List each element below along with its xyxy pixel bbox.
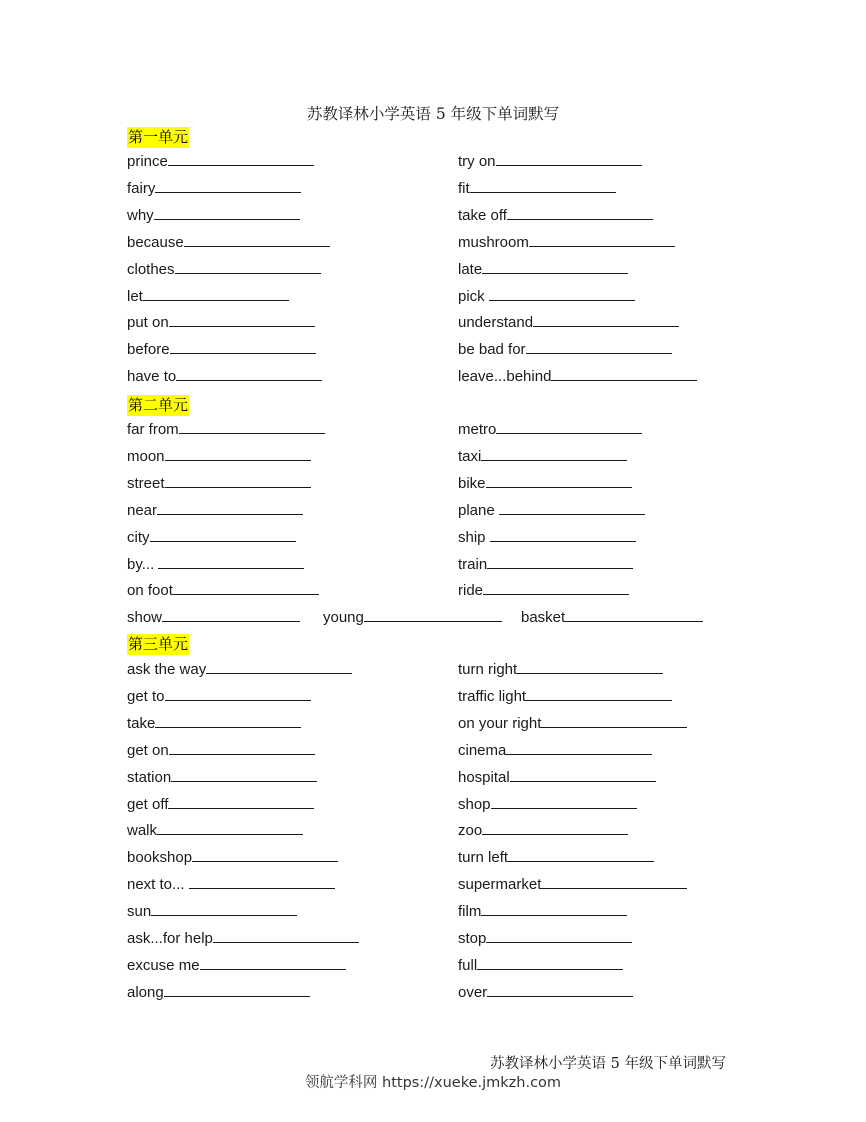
vocab-row (127, 712, 767, 732)
vocab-row (127, 338, 767, 358)
vocab-item (127, 338, 316, 360)
vocab-item (458, 285, 635, 307)
vocab-item (458, 553, 633, 575)
vocab-item (458, 526, 636, 548)
answer-blank[interactable] (162, 606, 300, 622)
answer-blank[interactable] (477, 954, 623, 970)
vocab-item (458, 418, 642, 440)
vocab-item (127, 739, 315, 761)
vocab-row (127, 954, 767, 974)
answer-blank[interactable] (496, 418, 642, 434)
vocab-word: far from (127, 421, 179, 438)
vocab-row (127, 793, 767, 813)
vocab-word: clothes (127, 260, 175, 278)
vocab-item (458, 685, 672, 707)
answer-blank[interactable] (168, 150, 314, 166)
vocab-word: metro (458, 421, 497, 438)
answer-blank[interactable] (490, 526, 636, 542)
vocab-word: film (458, 903, 482, 921)
answer-blank[interactable] (541, 873, 687, 889)
answer-blank[interactable] (155, 712, 301, 728)
unit-heading: 第二单元 (128, 396, 189, 414)
answer-blank[interactable] (499, 499, 645, 515)
answer-blank[interactable] (487, 981, 633, 997)
vocab-word: turn right (458, 661, 518, 678)
vocab-word: pick (458, 287, 489, 305)
vocab-word: bookshop (127, 849, 193, 867)
vocab-word: try on (458, 153, 496, 170)
answer-blank[interactable] (506, 739, 652, 755)
vocab-row (127, 739, 767, 759)
answer-blank[interactable] (189, 873, 335, 889)
answer-blank[interactable] (481, 900, 627, 916)
vocab-word: ride (458, 582, 484, 600)
vocab-item (127, 846, 338, 868)
vocab-word: why (127, 206, 154, 224)
vocab-row (127, 658, 767, 678)
vocab-word: take off (458, 206, 507, 224)
vocab-word: full (458, 956, 478, 974)
answer-blank[interactable] (157, 499, 303, 515)
vocab-word: cinema (458, 741, 507, 759)
vocab-word: because (127, 233, 184, 251)
answer-blank[interactable] (150, 526, 296, 542)
vocab-word: taxi (458, 447, 482, 465)
unit-heading: 第三单元 (128, 635, 189, 653)
vocab-row (127, 927, 767, 947)
vocab-item (127, 258, 321, 280)
page-title: 苏教译林小学英语 5 年级下单词默写 (306, 105, 560, 123)
vocab-item (127, 927, 359, 949)
vocab-item (127, 445, 311, 467)
unit-heading: 第一单元 (128, 128, 189, 146)
vocab-row (127, 526, 767, 546)
vocab-row (127, 231, 767, 251)
answer-blank[interactable] (486, 927, 632, 943)
vocab-word: hospital (458, 768, 510, 786)
vocab-item (127, 472, 311, 494)
vocab-item (458, 231, 675, 253)
answer-blank[interactable] (173, 579, 319, 595)
vocab-item (458, 204, 653, 226)
vocab-word: on your right (458, 714, 542, 732)
answer-blank[interactable] (158, 553, 304, 569)
vocab-item (127, 819, 303, 841)
vocab-word: by... (127, 555, 159, 573)
vocab-item (127, 793, 314, 815)
vocab-word: walk (127, 822, 158, 840)
vocab-word: train (458, 555, 488, 573)
vocab-word: shop (458, 795, 491, 813)
answer-blank[interactable] (551, 365, 697, 381)
answer-blank[interactable] (171, 766, 317, 782)
vocab-item (458, 472, 632, 494)
answer-blank[interactable] (364, 606, 502, 622)
vocab-item (127, 204, 300, 226)
vocab-item (127, 499, 303, 521)
vocab-item (521, 606, 703, 628)
vocab-item (127, 526, 296, 548)
vocab-item (127, 712, 301, 734)
answer-blank[interactable] (486, 472, 632, 488)
vocab-item (458, 766, 656, 788)
vocab-word: mushroom (458, 233, 529, 251)
answer-blank[interactable] (206, 658, 352, 674)
answer-blank[interactable] (565, 606, 703, 622)
answer-blank[interactable] (184, 231, 330, 247)
vocab-word: have to (127, 368, 177, 386)
vocab-word: basket (521, 609, 566, 626)
answer-blank[interactable] (482, 819, 628, 835)
answer-blank[interactable] (169, 739, 315, 755)
vocab-word: next to... (127, 876, 189, 894)
answer-blank[interactable] (526, 338, 672, 354)
answer-blank[interactable] (496, 150, 642, 166)
vocab-row-triple (127, 606, 767, 626)
vocab-row (127, 873, 767, 893)
vocab-item (458, 819, 628, 841)
vocab-item (127, 766, 317, 788)
vocab-word: take (127, 714, 156, 732)
vocab-item (458, 712, 687, 734)
answer-blank[interactable] (507, 204, 653, 220)
vocab-word: sun (127, 903, 152, 921)
vocab-row (127, 846, 767, 866)
vocab-item (127, 553, 304, 575)
vocab-item (127, 177, 301, 199)
answer-blank[interactable] (155, 177, 301, 193)
answer-blank[interactable] (200, 954, 346, 970)
vocab-item (458, 258, 628, 280)
vocab-item (127, 285, 289, 307)
answer-blank[interactable] (510, 766, 656, 782)
vocab-word: city (127, 528, 150, 546)
vocab-word: street (127, 474, 165, 492)
vocab-item (127, 658, 352, 680)
vocab-word: prince (127, 153, 168, 170)
vocab-item (458, 499, 645, 521)
vocab-item (458, 365, 697, 387)
answer-blank[interactable] (517, 658, 663, 674)
vocab-word: ship (458, 528, 490, 546)
vocab-word: get off (127, 795, 169, 813)
vocab-item (458, 739, 652, 761)
answer-blank[interactable] (165, 445, 311, 461)
vocab-row (127, 685, 767, 705)
vocab-word: get to (127, 687, 165, 705)
answer-blank[interactable] (541, 712, 687, 728)
vocab-item (458, 658, 663, 680)
vocab-item (458, 150, 642, 172)
vocab-item (458, 846, 654, 868)
answer-blank[interactable] (170, 338, 316, 354)
vocab-item (127, 954, 346, 976)
vocab-word: traffic light (458, 687, 527, 705)
vocab-row (127, 311, 767, 331)
vocab-row (127, 900, 767, 920)
answer-blank[interactable] (154, 204, 300, 220)
answer-blank[interactable] (470, 177, 616, 193)
vocab-row (127, 150, 767, 170)
vocab-word: stop (458, 930, 487, 947)
vocab-item (323, 606, 502, 628)
answer-blank[interactable] (489, 285, 635, 301)
vocab-item (458, 873, 687, 895)
vocab-item (127, 231, 330, 253)
vocab-item (127, 873, 335, 895)
vocab-word: ask...for help (127, 930, 213, 947)
footer-site: 领航学科网 https://xueke.jmkzh.com (304, 1075, 562, 1091)
vocab-word: bike (458, 474, 486, 492)
vocab-word: put on (127, 314, 169, 332)
vocab-item (458, 338, 672, 360)
vocab-item (458, 900, 627, 922)
vocab-row (127, 766, 767, 786)
vocab-row (127, 204, 767, 224)
vocab-item (127, 418, 325, 440)
vocab-word: plane (458, 501, 499, 519)
vocab-word: understand (458, 314, 534, 332)
vocab-word: moon (127, 447, 165, 465)
vocab-item (458, 954, 623, 976)
answer-blank[interactable] (165, 685, 311, 701)
vocab-word: station (127, 768, 172, 786)
answer-blank[interactable] (213, 927, 359, 943)
vocab-item (458, 177, 616, 199)
answer-blank[interactable] (508, 846, 654, 862)
vocab-item (458, 311, 679, 333)
vocab-item (127, 981, 310, 1003)
vocab-row (127, 418, 767, 438)
vocab-row (127, 553, 767, 573)
vocab-row (127, 579, 767, 599)
vocab-item (458, 445, 627, 467)
vocab-item (458, 981, 633, 1003)
vocab-item (127, 150, 314, 172)
vocab-word: excuse me (127, 956, 200, 974)
vocab-row (127, 472, 767, 492)
answer-blank[interactable] (176, 365, 322, 381)
vocab-row (127, 819, 767, 839)
vocab-word: on foot (127, 582, 173, 600)
vocab-row (127, 499, 767, 519)
answer-blank[interactable] (481, 445, 627, 461)
vocab-row (127, 981, 767, 1001)
vocab-row (127, 445, 767, 465)
vocab-word: before (127, 341, 170, 359)
vocab-word: let (127, 287, 143, 305)
vocab-word: leave...behind (458, 368, 552, 386)
vocab-word: be bad for (458, 341, 526, 359)
answer-blank[interactable] (151, 900, 297, 916)
answer-blank[interactable] (157, 819, 303, 835)
vocab-row (127, 177, 767, 197)
vocab-row (127, 258, 767, 278)
answer-blank[interactable] (165, 472, 311, 488)
answer-blank[interactable] (529, 231, 675, 247)
answer-blank[interactable] (533, 311, 679, 327)
vocab-word: show (127, 609, 163, 626)
vocab-item (127, 606, 300, 628)
vocab-word: young (323, 609, 364, 626)
vocab-word: late (458, 260, 483, 278)
answer-blank[interactable] (487, 553, 633, 569)
vocab-item (127, 311, 315, 333)
vocab-item (127, 900, 297, 922)
answer-blank[interactable] (192, 846, 338, 862)
answer-blank[interactable] (168, 793, 314, 809)
vocab-word: fit (458, 179, 470, 197)
vocab-word: zoo (458, 822, 483, 840)
vocab-item (127, 685, 311, 707)
vocab-word: ask the way (127, 661, 207, 678)
vocab-item (458, 927, 632, 949)
vocab-item (127, 579, 319, 601)
answer-blank[interactable] (483, 579, 629, 595)
vocab-item (127, 365, 322, 387)
vocab-item (458, 579, 629, 601)
vocab-word: turn left (458, 849, 509, 867)
answer-blank[interactable] (143, 285, 289, 301)
vocab-word: near (127, 501, 158, 519)
answer-blank[interactable] (491, 793, 637, 809)
answer-blank[interactable] (179, 418, 325, 434)
answer-blank[interactable] (482, 258, 628, 274)
vocab-word: get on (127, 741, 169, 759)
vocab-word: over (458, 983, 488, 1001)
answer-blank[interactable] (164, 981, 310, 997)
vocab-word: fairy (127, 179, 156, 197)
answer-blank[interactable] (526, 685, 672, 701)
vocab-item (458, 793, 637, 815)
vocab-row (127, 365, 767, 385)
vocab-word: supermarket (458, 876, 542, 894)
vocab-row (127, 285, 767, 305)
vocab-word: along (127, 983, 164, 1001)
answer-blank[interactable] (169, 311, 315, 327)
answer-blank[interactable] (175, 258, 321, 274)
footer-title: 苏教译林小学英语 5 年级下单词默写 (490, 1056, 726, 1072)
